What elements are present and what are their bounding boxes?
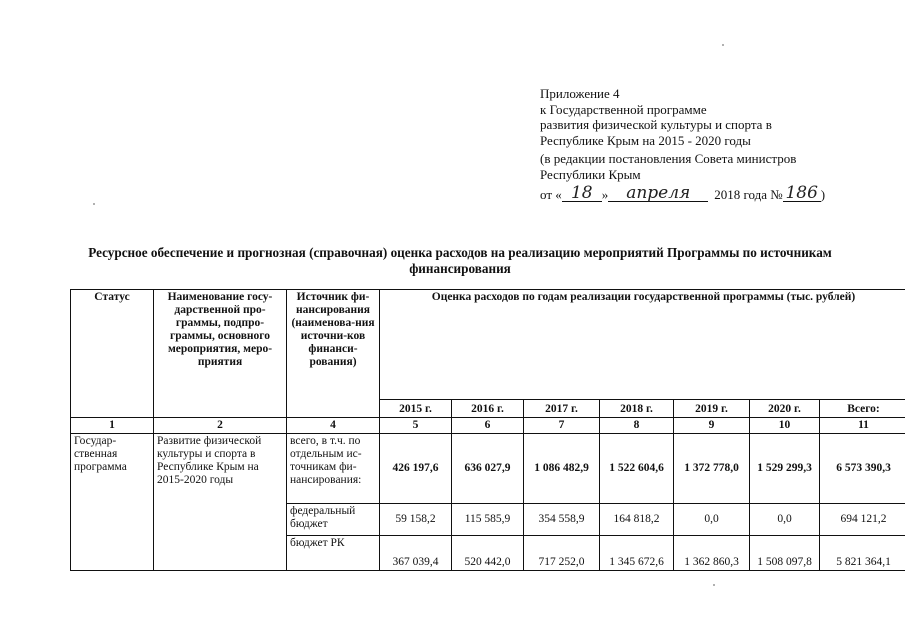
- col-number: 8: [600, 418, 674, 434]
- handwritten-day: 18: [562, 185, 602, 202]
- value-cell: 1 529 299,3: [750, 434, 820, 504]
- value-cell: 520 442,0: [452, 536, 524, 571]
- header-status: Статус: [71, 290, 154, 418]
- date-year-text: 2018 года №: [714, 186, 783, 202]
- table-row-total: [71, 434, 905, 504]
- col-number: 2: [154, 418, 287, 434]
- scan-speck: [93, 203, 95, 205]
- appendix-line-6: Республики Крым: [540, 166, 641, 182]
- appendix-line-4: Республике Крым на 2015 - 2020 годы: [540, 132, 751, 148]
- date-mid: »: [601, 186, 609, 202]
- source-cell: федеральный бюджет: [287, 504, 380, 536]
- col-number: 11: [820, 418, 905, 434]
- value-cell: 59 158,2: [380, 504, 452, 536]
- resource-table: [70, 289, 905, 571]
- col-number: 6: [452, 418, 524, 434]
- value-cell: 1 522 604,6: [600, 434, 674, 504]
- col-number: 10: [750, 418, 820, 434]
- program-name-cell: Развитие физической культуры и спорта в Республике Крым на 2015-2020 годы: [154, 434, 287, 571]
- header-program-name: Наименование госу-дарственной про-граммы, подпро-граммы, основного мероприятия, меро-приятия: [154, 290, 287, 418]
- value-cell: 164 818,2: [600, 504, 674, 536]
- col-number: 7: [524, 418, 600, 434]
- status-cell: Государ-ственная программа: [71, 434, 154, 571]
- appendix-header: [540, 86, 880, 202]
- year-2018: 2018 г.: [600, 400, 674, 418]
- value-cell: 115 585,9: [452, 504, 524, 536]
- col-number: 5: [380, 418, 452, 434]
- year-2016: 2016 г.: [452, 400, 524, 418]
- appendix-line-1: Приложение 4: [540, 86, 620, 101]
- resolution-date-line: [540, 185, 880, 202]
- value-cell: 6 573 390,3: [820, 434, 905, 504]
- value-cell: 0,0: [674, 504, 750, 536]
- value-cell: 1 508 097,8: [750, 536, 820, 571]
- date-close: ): [820, 186, 826, 202]
- value-cell: 694 121,2: [820, 504, 905, 536]
- source-cell: бюджет РК: [287, 536, 380, 571]
- scan-speck: [713, 584, 715, 586]
- handwritten-doc-number: 186: [783, 185, 821, 202]
- table-header-row: [71, 290, 905, 400]
- value-cell: 717 252,0: [524, 536, 600, 571]
- value-cell: 367 039,4: [380, 536, 452, 571]
- source-cell: всего, в т.ч. по отдельным ис-точникам фи-нансирования:: [287, 434, 380, 504]
- appendix-line-3: развития физической культуры и спорта в: [540, 117, 772, 132]
- year-2019: 2019 г.: [674, 400, 750, 418]
- year-2015: 2015 г.: [380, 400, 452, 418]
- col-number: 4: [287, 418, 380, 434]
- appendix-line-5: (в редакции постановления Совета министров: [540, 151, 797, 166]
- appendix-line-2: к Государственной программе: [540, 101, 707, 117]
- scan-speck: [722, 44, 724, 46]
- header-source: Источник фи-нансирования (наименова-ния источни-ков финанси-рования): [287, 290, 380, 418]
- header-estimate: Оценка расходов по годам реализации государственной программы (тыс. рублей): [380, 290, 905, 400]
- value-cell: 1 362 860,3: [674, 536, 750, 571]
- column-numbers-row: [71, 418, 905, 434]
- value-cell: 426 197,6: [380, 434, 452, 504]
- year-2017: 2017 г.: [524, 400, 600, 418]
- col-number: 1: [71, 418, 154, 434]
- value-cell: 636 027,9: [452, 434, 524, 504]
- document-title: Ресурсное обеспечение и прогнозная (справочная) оценка расходов на реализацию мероприятий Программы по источникам финансирования: [88, 245, 832, 276]
- value-cell: 1 086 482,9: [524, 434, 600, 504]
- handwritten-month: апреля: [608, 185, 708, 202]
- value-cell: 5 821 364,1: [820, 536, 905, 571]
- value-cell: 1 345 672,6: [600, 536, 674, 571]
- col-number: 9: [674, 418, 750, 434]
- year-total: Всего:: [820, 400, 905, 418]
- year-2020: 2020 г.: [750, 400, 820, 418]
- value-cell: 354 558,9: [524, 504, 600, 536]
- value-cell: 0,0: [750, 504, 820, 536]
- value-cell: 1 372 778,0: [674, 434, 750, 504]
- date-prefix: от «: [540, 186, 562, 202]
